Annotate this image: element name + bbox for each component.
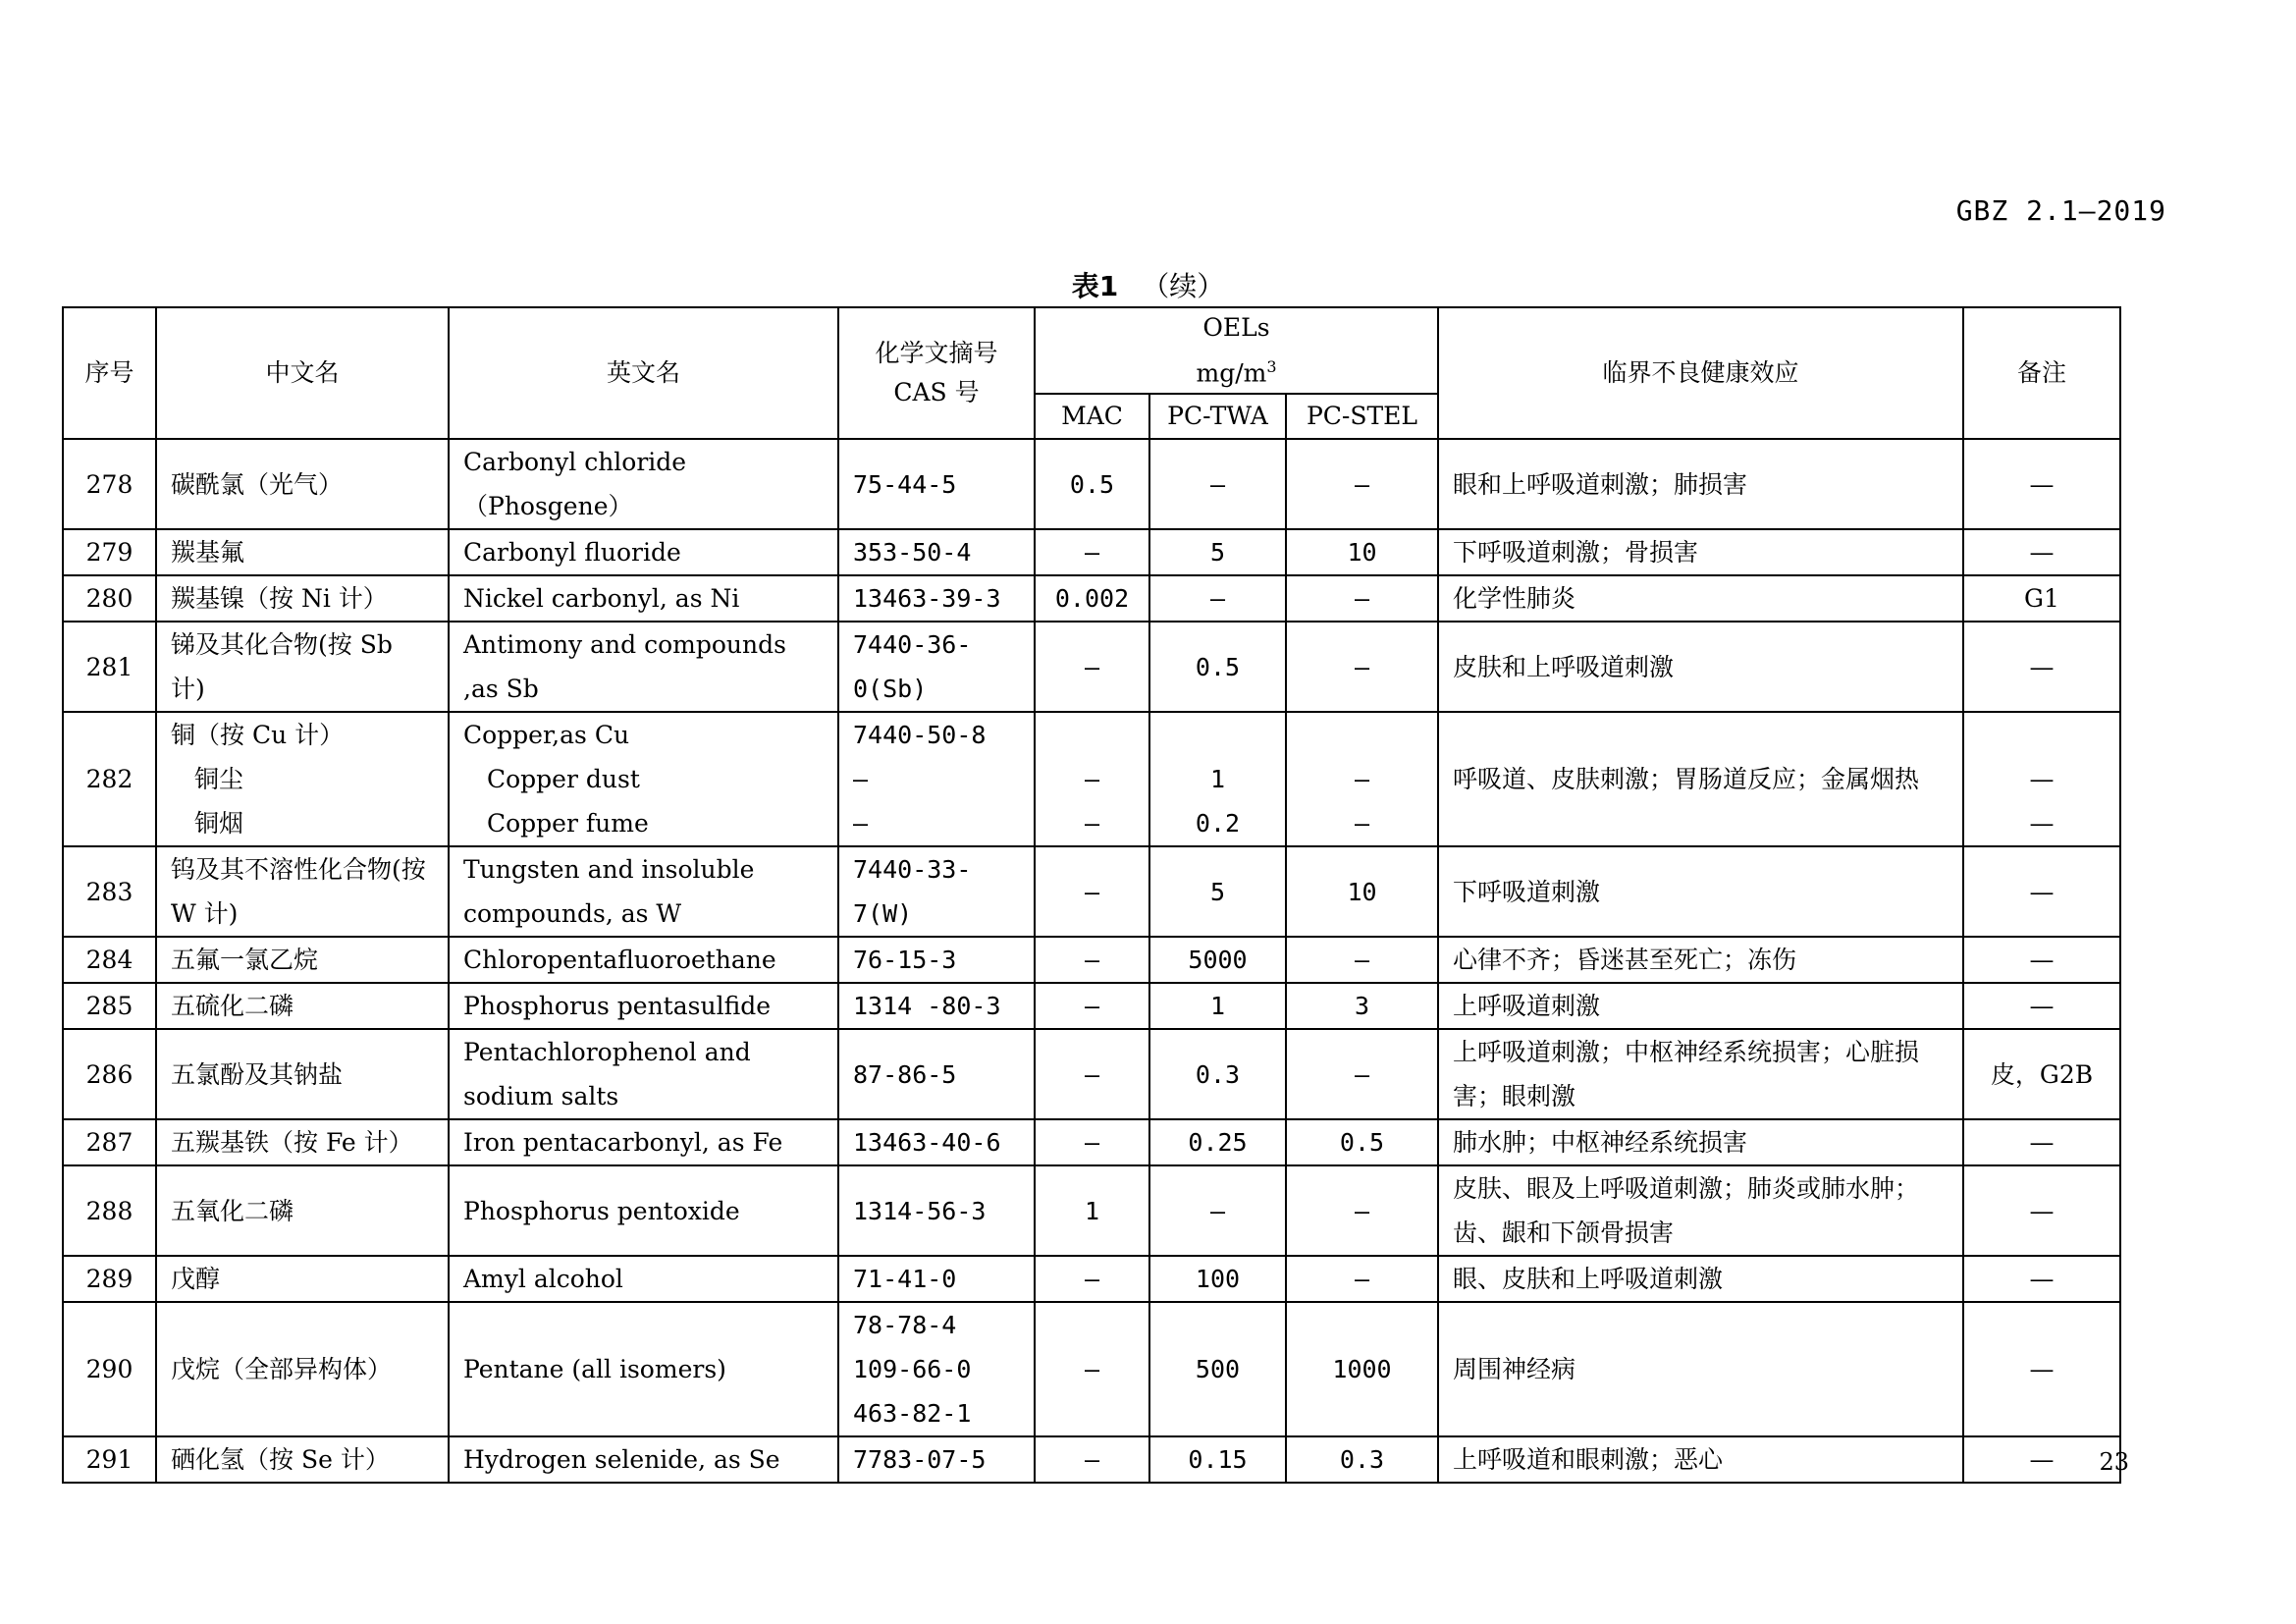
cell-cas: 75-44-5 bbox=[838, 439, 1035, 529]
cell-effect: 肺水肿；中枢神经系统损害 bbox=[1438, 1119, 1963, 1165]
cell-pc-stel: 0.3 bbox=[1286, 1436, 1438, 1483]
cell-note: — bbox=[1963, 1256, 2120, 1302]
header-cas-line1: 化学文摘号 bbox=[875, 339, 998, 368]
table-row bbox=[63, 1165, 2120, 1256]
cell-no: 289 bbox=[63, 1256, 156, 1302]
cell-note: — bbox=[1963, 983, 2120, 1029]
table-row bbox=[63, 439, 2120, 529]
cell-mac: — bbox=[1035, 1119, 1149, 1165]
cell-effect: 化学性肺炎 bbox=[1438, 575, 1963, 622]
cell-cas: 353-50-4 bbox=[838, 529, 1035, 575]
cell-pc-stel: — bbox=[1286, 439, 1438, 529]
cell-mac: 0.5 bbox=[1035, 439, 1149, 529]
cell-no: 286 bbox=[63, 1029, 156, 1119]
cell-mac: — bbox=[1035, 1436, 1149, 1483]
header-oels-unit bbox=[1049, 348, 1423, 393]
cell-cn-name: 戊醇 bbox=[156, 1256, 449, 1302]
table-row bbox=[63, 1029, 2120, 1119]
cell-note: — bbox=[1963, 622, 2120, 712]
cell-no: 281 bbox=[63, 622, 156, 712]
cell-no: 288 bbox=[63, 1165, 156, 1256]
stel-line: — bbox=[1354, 809, 1370, 839]
cell-cn-name: 戊烷（全部异构体） bbox=[156, 1302, 449, 1436]
cell-cn-name: 五氟一氯乙烷 bbox=[156, 937, 449, 983]
table-row bbox=[63, 983, 2120, 1029]
cell-pc-stel: — bbox=[1286, 937, 1438, 983]
cell-cas: 13463-39-3 bbox=[838, 575, 1035, 622]
cas-line: 463-82-1 bbox=[853, 1399, 972, 1429]
oels-table bbox=[62, 306, 2121, 1484]
cell-pc-twa: 5 bbox=[1149, 846, 1286, 937]
cn-name-line: 铜尘 bbox=[194, 765, 244, 794]
header-no: 序号 bbox=[63, 307, 156, 439]
table-row bbox=[63, 1436, 2120, 1483]
note-line: — bbox=[2029, 765, 2055, 794]
mac-line: — bbox=[1084, 809, 1100, 839]
cell-en-name: Chloropentafluoroethane bbox=[449, 937, 838, 983]
cell-pc-stel: 0.5 bbox=[1286, 1119, 1438, 1165]
cell-pc-twa: 5 bbox=[1149, 529, 1286, 575]
table-row bbox=[63, 712, 2120, 846]
cell-cn-name: 羰基氟 bbox=[156, 529, 449, 575]
cell-en-name: Amyl alcohol bbox=[449, 1256, 838, 1302]
cell-pc-stel: — bbox=[1286, 1165, 1438, 1256]
cell-note: — bbox=[1963, 846, 2120, 937]
cell-cas bbox=[838, 1302, 1035, 1436]
cell-mac: — bbox=[1035, 622, 1149, 712]
table-row bbox=[63, 1302, 2120, 1436]
table-caption-title: 表1 bbox=[1071, 270, 1119, 302]
cell-cas: 1314 -80-3 bbox=[838, 983, 1035, 1029]
cn-name-line: 铜烟 bbox=[194, 809, 244, 839]
table-row bbox=[63, 575, 2120, 622]
cell-mac: — bbox=[1035, 1029, 1149, 1119]
cell-cn-name: 硒化氢（按 Se 计） bbox=[156, 1436, 449, 1483]
cell-note: 皮，G2B bbox=[1963, 1029, 2120, 1119]
cell-en-name: Phosphorus pentoxide bbox=[449, 1165, 838, 1256]
cell-pc-stel: 10 bbox=[1286, 529, 1438, 575]
cell-cas: 71-41-0 bbox=[838, 1256, 1035, 1302]
en-name-line: Copper fume bbox=[487, 809, 649, 839]
cell-mac: — bbox=[1035, 1302, 1149, 1436]
cell-effect: 上呼吸道和眼刺激；恶心 bbox=[1438, 1436, 1963, 1483]
mac-line: — bbox=[1084, 765, 1100, 794]
page-number: 23 bbox=[2099, 1448, 2129, 1476]
cell-en-name: Antimony and compounds ,as Sb bbox=[449, 622, 838, 712]
cell-en-name: Carbonyl chloride（Phosgene） bbox=[449, 439, 838, 529]
header-pc-stel: PC-STEL bbox=[1286, 394, 1438, 439]
cell-cas: 76-15-3 bbox=[838, 937, 1035, 983]
cell-cn-name: 钨及其不溶性化合物(按 W 计) bbox=[156, 846, 449, 937]
cell-note: — bbox=[1963, 937, 2120, 983]
cell-pc-twa bbox=[1149, 712, 1286, 846]
header-pc-twa: PC-TWA bbox=[1149, 394, 1286, 439]
cell-cas: 7440-33-7(W) bbox=[838, 846, 1035, 937]
cell-pc-twa: 0.5 bbox=[1149, 622, 1286, 712]
cell-pc-stel: 1000 bbox=[1286, 1302, 1438, 1436]
cell-cas: 87-86-5 bbox=[838, 1029, 1035, 1119]
cell-en-name: Phosphorus pentasulfide bbox=[449, 983, 838, 1029]
cell-pc-stel: — bbox=[1286, 575, 1438, 622]
cell-effect: 呼吸道、皮肤刺激；胃肠道反应；金属烟热 bbox=[1438, 712, 1963, 846]
cell-pc-twa: — bbox=[1149, 439, 1286, 529]
cell-en-name: Nickel carbonyl, as Ni bbox=[449, 575, 838, 622]
twa-line: 0.2 bbox=[1195, 809, 1241, 839]
en-name-line: Copper dust bbox=[487, 765, 640, 794]
cell-effect: 皮肤和上呼吸道刺激 bbox=[1438, 622, 1963, 712]
header-oels bbox=[1035, 307, 1438, 394]
cell-no: 287 bbox=[63, 1119, 156, 1165]
cell-pc-twa: — bbox=[1149, 1165, 1286, 1256]
cell-en-name: Iron pentacarbonyl, as Fe bbox=[449, 1119, 838, 1165]
cell-no: 290 bbox=[63, 1302, 156, 1436]
cell-effect: 下呼吸道刺激；骨损害 bbox=[1438, 529, 1963, 575]
cell-no: 278 bbox=[63, 439, 156, 529]
cas-line: — bbox=[853, 809, 869, 839]
cell-pc-twa: 0.15 bbox=[1149, 1436, 1286, 1483]
cell-mac: — bbox=[1035, 1256, 1149, 1302]
cell-cn-name: 羰基镍（按 Ni 计） bbox=[156, 575, 449, 622]
cell-no: 284 bbox=[63, 937, 156, 983]
table-row bbox=[63, 622, 2120, 712]
cas-line: 78-78-4 bbox=[853, 1311, 957, 1340]
cell-mac bbox=[1035, 712, 1149, 846]
cell-note: G1 bbox=[1963, 575, 2120, 622]
table-caption-continued: （续） bbox=[1142, 270, 1225, 302]
cell-no: 280 bbox=[63, 575, 156, 622]
cell-cas: 7783-07-5 bbox=[838, 1436, 1035, 1483]
header-mac: MAC bbox=[1035, 394, 1149, 439]
cell-note: — bbox=[1963, 1165, 2120, 1256]
header-oels-label: OELs bbox=[1202, 313, 1270, 342]
twa-line: 1 bbox=[1209, 765, 1226, 794]
cas-line: 109-66-0 bbox=[853, 1355, 972, 1384]
cell-en-name bbox=[449, 712, 838, 846]
cas-line: — bbox=[853, 765, 869, 794]
cell-effect: 皮肤、眼及上呼吸道刺激；肺炎或肺水肿；齿、龈和下颌骨损害 bbox=[1438, 1165, 1963, 1256]
cell-effect: 上呼吸道刺激 bbox=[1438, 983, 1963, 1029]
header-en-name: 英文名 bbox=[449, 307, 838, 439]
cell-no: 279 bbox=[63, 529, 156, 575]
cell-no: 285 bbox=[63, 983, 156, 1029]
cell-mac: — bbox=[1035, 846, 1149, 937]
cell-pc-twa: 5000 bbox=[1149, 937, 1286, 983]
cell-en-name: Pentachlorophenol and sodium salts bbox=[449, 1029, 838, 1119]
header-effect: 临界不良健康效应 bbox=[1438, 307, 1963, 439]
cell-note: — bbox=[1963, 1436, 2120, 1483]
cell-mac: — bbox=[1035, 983, 1149, 1029]
cell-pc-twa: — bbox=[1149, 575, 1286, 622]
stel-line: — bbox=[1354, 765, 1370, 794]
cell-no: 291 bbox=[63, 1436, 156, 1483]
cell-mac: 0.002 bbox=[1035, 575, 1149, 622]
cell-note bbox=[1963, 712, 2120, 846]
cell-en-name: Carbonyl fluoride bbox=[449, 529, 838, 575]
cell-mac: — bbox=[1035, 937, 1149, 983]
cell-cas bbox=[838, 712, 1035, 846]
header-row-1 bbox=[63, 307, 2120, 394]
cell-pc-stel: 10 bbox=[1286, 846, 1438, 937]
cell-effect: 眼、皮肤和上呼吸道刺激 bbox=[1438, 1256, 1963, 1302]
cell-effect: 眼和上呼吸道刺激；肺损害 bbox=[1438, 439, 1963, 529]
cell-cn-name: 五氯酚及其钠盐 bbox=[156, 1029, 449, 1119]
unit-superscript: 3 bbox=[1266, 357, 1277, 376]
cell-effect: 下呼吸道刺激 bbox=[1438, 846, 1963, 937]
table-row bbox=[63, 1119, 2120, 1165]
cell-pc-twa: 500 bbox=[1149, 1302, 1286, 1436]
cell-pc-stel: 3 bbox=[1286, 983, 1438, 1029]
cell-pc-twa: 0.25 bbox=[1149, 1119, 1286, 1165]
cell-pc-twa: 100 bbox=[1149, 1256, 1286, 1302]
document-code: GBZ 2.1—2019 bbox=[1955, 194, 2166, 227]
cell-note: — bbox=[1963, 439, 2120, 529]
cell-en-name: Hydrogen selenide, as Se bbox=[449, 1436, 838, 1483]
cell-effect: 上呼吸道刺激；中枢神经系统损害；心脏损害；眼刺激 bbox=[1438, 1029, 1963, 1119]
cell-effect: 心律不齐；昏迷甚至死亡；冻伤 bbox=[1438, 937, 1963, 983]
cas-line: 7440-50-8 bbox=[853, 721, 987, 750]
cell-en-name: Tungsten and insoluble compounds, as W bbox=[449, 846, 838, 937]
header-note: 备注 bbox=[1963, 307, 2120, 439]
cell-cas: 13463-40-6 bbox=[838, 1119, 1035, 1165]
table-row bbox=[63, 846, 2120, 937]
cell-pc-stel bbox=[1286, 712, 1438, 846]
cell-cas: 7440-36-0(Sb) bbox=[838, 622, 1035, 712]
cell-cn-name bbox=[156, 712, 449, 846]
cell-cas: 1314-56-3 bbox=[838, 1165, 1035, 1256]
cell-cn-name: 五硫化二磷 bbox=[156, 983, 449, 1029]
cell-cn-name: 碳酰氯（光气） bbox=[156, 439, 449, 529]
table-row bbox=[63, 529, 2120, 575]
table-caption bbox=[0, 265, 2296, 304]
cell-en-name: Pentane (all isomers) bbox=[449, 1302, 838, 1436]
header-cn-name: 中文名 bbox=[156, 307, 449, 439]
cell-note: — bbox=[1963, 529, 2120, 575]
cell-pc-twa: 1 bbox=[1149, 983, 1286, 1029]
en-name-line: Copper,as Cu bbox=[463, 721, 630, 750]
cell-pc-stel: — bbox=[1286, 1029, 1438, 1119]
unit-base: mg/m bbox=[1196, 358, 1267, 388]
cell-mac: — bbox=[1035, 529, 1149, 575]
table-row bbox=[63, 1256, 2120, 1302]
cell-cn-name: 锑及其化合物(按 Sb 计) bbox=[156, 622, 449, 712]
cell-cn-name: 五氧化二磷 bbox=[156, 1165, 449, 1256]
cell-mac: 1 bbox=[1035, 1165, 1149, 1256]
header-cas-line2: CAS 号 bbox=[893, 378, 980, 407]
cell-no: 283 bbox=[63, 846, 156, 937]
cell-effect: 周围神经病 bbox=[1438, 1302, 1963, 1436]
cell-no: 282 bbox=[63, 712, 156, 846]
cell-note: — bbox=[1963, 1119, 2120, 1165]
cn-name-line: 铜（按 Cu 计） bbox=[171, 721, 345, 750]
cell-cn-name: 五羰基铁（按 Fe 计） bbox=[156, 1119, 449, 1165]
cell-pc-stel: — bbox=[1286, 1256, 1438, 1302]
cell-note: — bbox=[1963, 1302, 2120, 1436]
header-cas bbox=[838, 307, 1035, 439]
cell-pc-stel: — bbox=[1286, 622, 1438, 712]
note-line: — bbox=[2029, 809, 2055, 839]
table-row bbox=[63, 937, 2120, 983]
cell-pc-twa: 0.3 bbox=[1149, 1029, 1286, 1119]
